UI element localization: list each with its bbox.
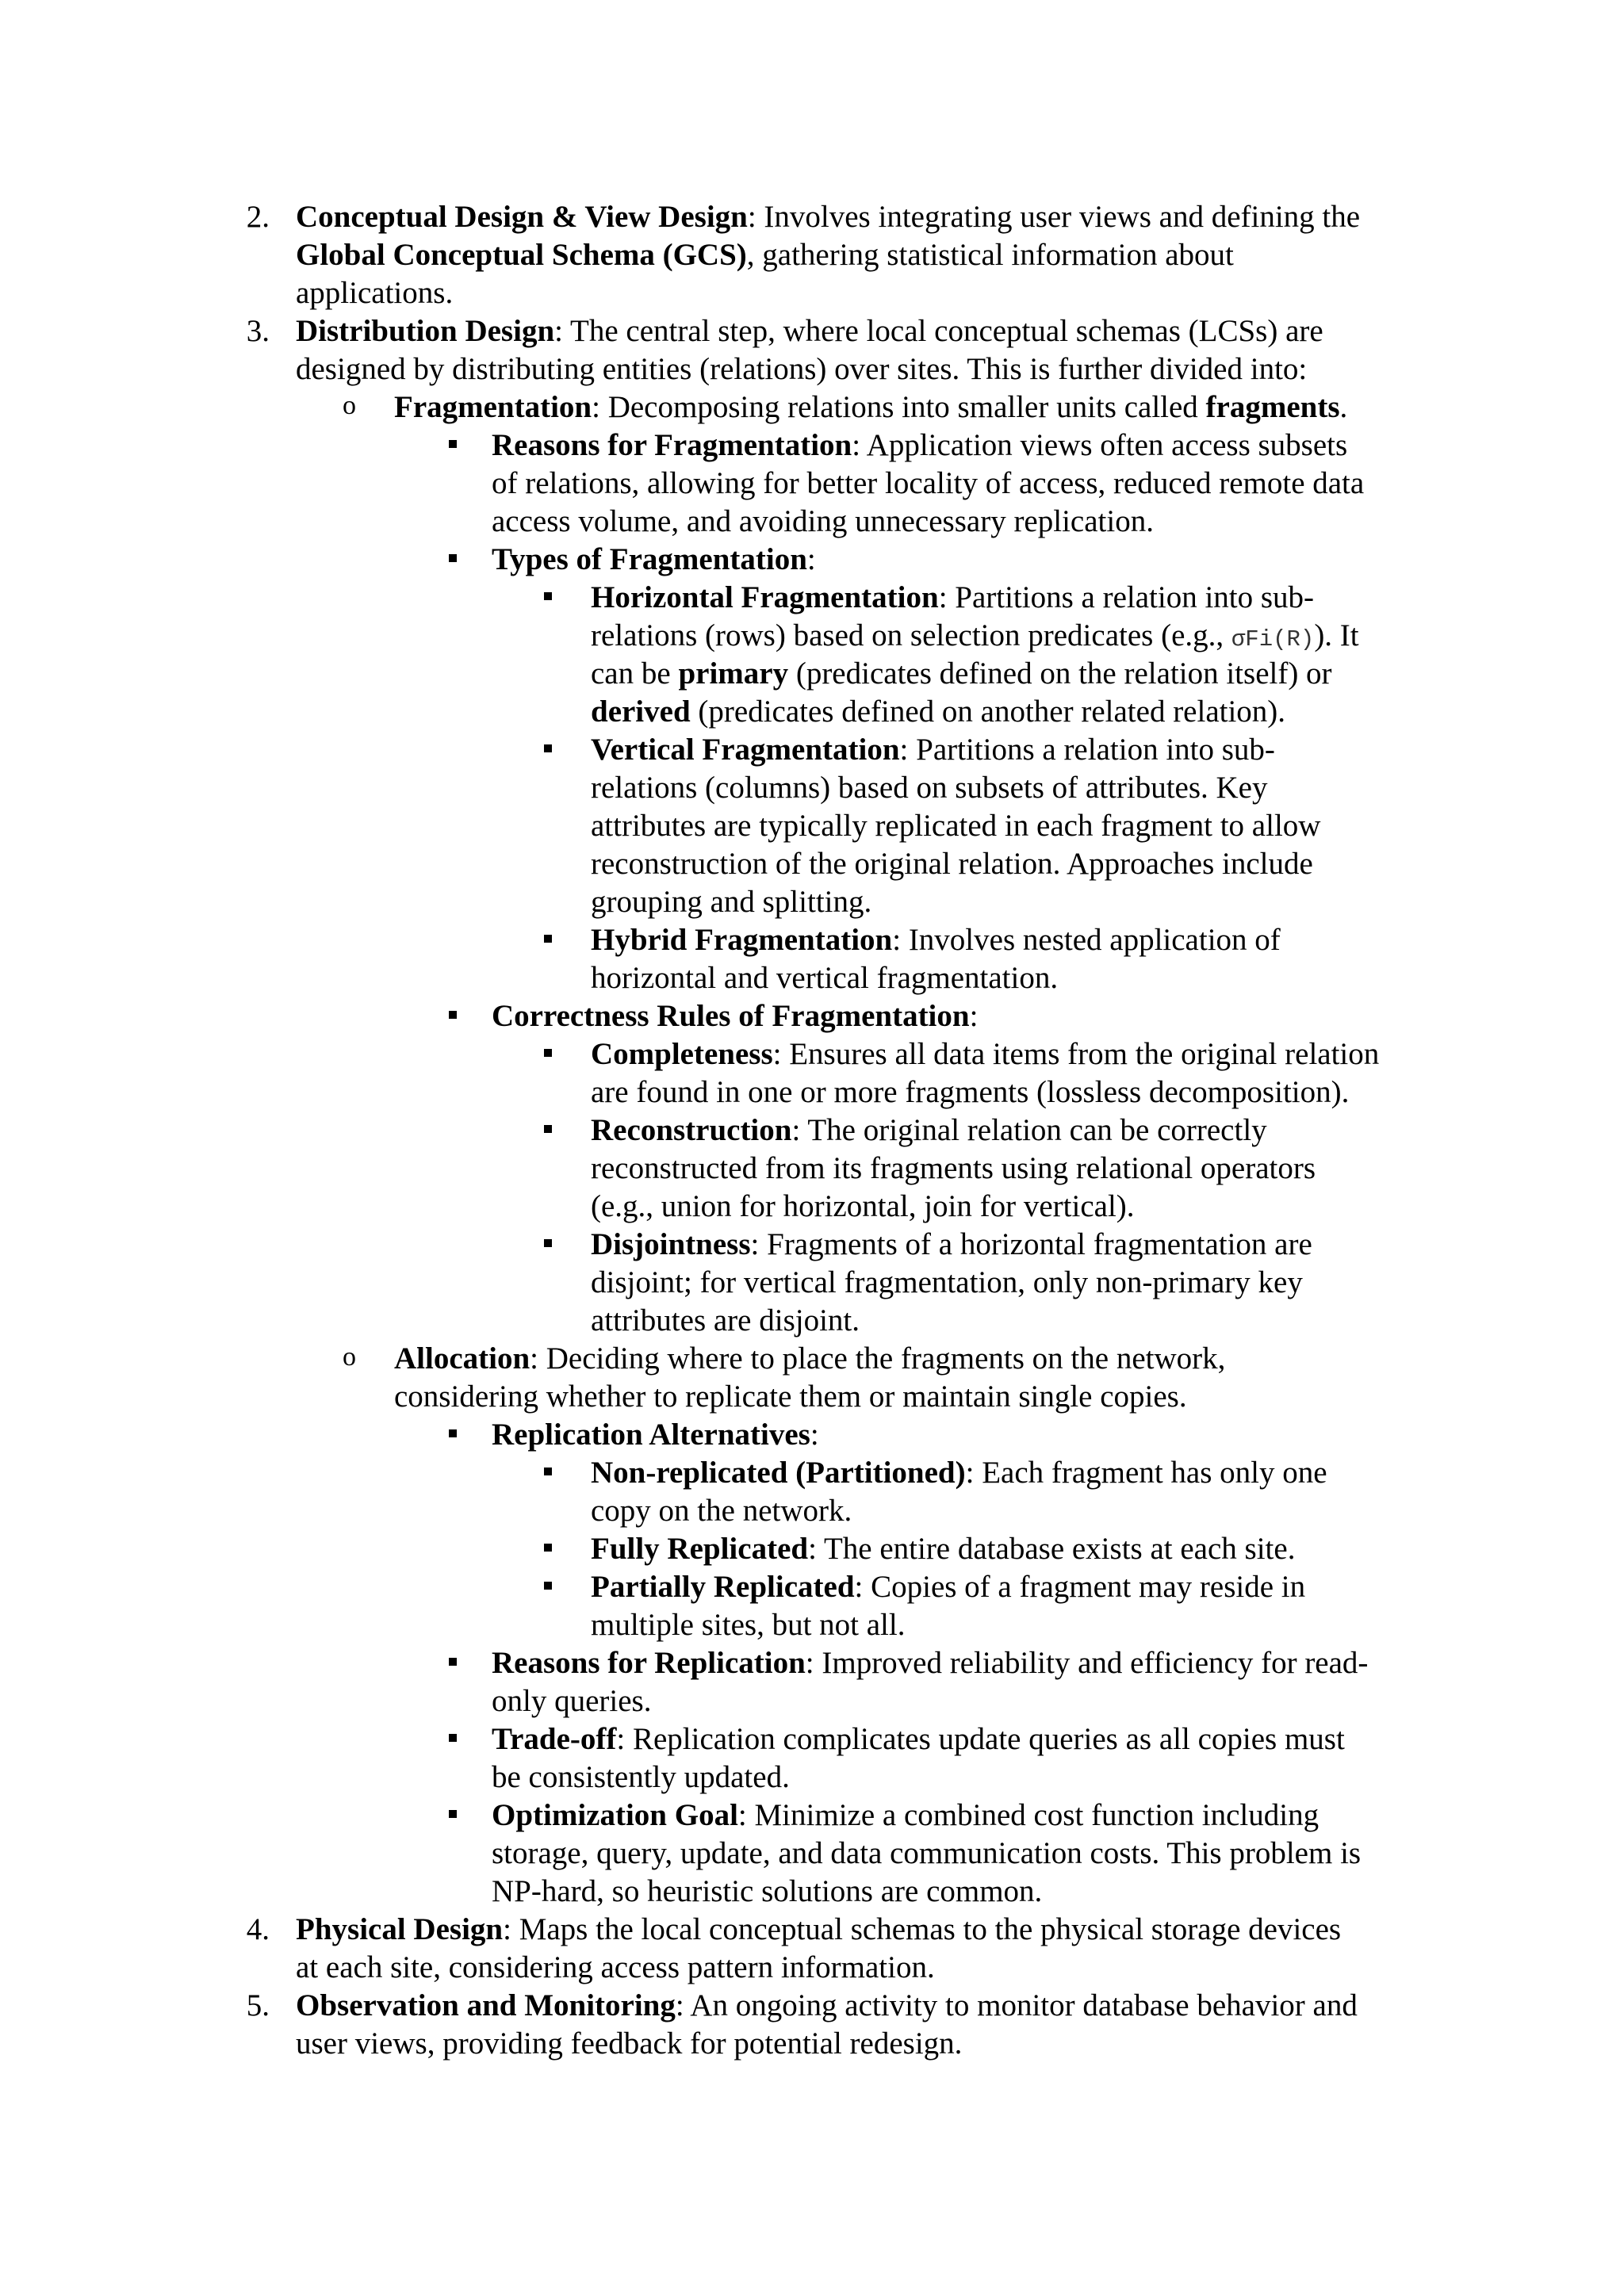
list-item-text: storage, query, update, and data communication costs. This problem is	[492, 1836, 1362, 1870]
list-item-text: attributes are disjoint.	[591, 1303, 860, 1337]
list-item-text: attributes are typically replicated in each fragment to allow	[591, 809, 1321, 843]
list-item-text: Correctness Rules of Fragmentation:	[492, 999, 979, 1033]
term: Allocation	[394, 1341, 530, 1376]
list-item-text: be consistently updated.	[492, 1760, 790, 1794]
term: Hybrid Fragmentation	[591, 923, 893, 957]
list-item-text: Hybrid Fragmentation: Involves nested application of	[591, 923, 1281, 957]
square-bullet	[449, 440, 457, 448]
list-item-text: Fully Replicated: The entire database exists at each site.	[591, 1532, 1296, 1566]
term: Horizontal Fragmentation	[591, 580, 939, 614]
list-number: 5.	[246, 1988, 270, 2022]
square-bullet	[449, 554, 457, 562]
square-bullet	[449, 1734, 457, 1742]
list-item-text: (e.g., union for horizontal, join for vertical).	[591, 1189, 1135, 1223]
list-item-text: Physical Design: Maps the local conceptual schemas to the physical storage devices	[296, 1912, 1342, 1946]
term: Replication Alternatives	[492, 1418, 810, 1452]
list-item-text: Disjointness: Fragments of a horizontal fragmentation are	[591, 1227, 1312, 1261]
list-item-text: designed by distributing entities (relations) over sites. This is further divided into:	[296, 352, 1308, 386]
list-item-text: Conceptual Design & View Design: Involves integrating user views and defining the	[296, 200, 1361, 234]
square-bullet	[544, 1582, 552, 1590]
list-item-text: Vertical Fragmentation: Partitions a relation into sub-	[591, 733, 1275, 767]
list-item-text: Partially Replicated: Copies of a fragment may reside in	[591, 1570, 1306, 1604]
list-item-text: Replication Alternatives:	[492, 1418, 819, 1452]
term: Reasons for Fragmentation	[492, 428, 852, 462]
list-item-text: Distribution Design: The central step, where local conceptual schemas (LCSs) are	[296, 314, 1323, 348]
list-item-text: multiple sites, but not all.	[591, 1608, 906, 1642]
circle-bullet: o	[343, 391, 356, 420]
list-item-text: Observation and Monitoring: An ongoing activity to monitor database behavior and	[296, 1988, 1358, 2022]
term: Observation and Monitoring	[296, 1988, 676, 2022]
square-bullet	[544, 1544, 552, 1552]
square-bullet	[544, 935, 552, 943]
list-item-text: Reasons for Replication: Improved reliability and efficiency for read-	[492, 1646, 1369, 1680]
square-bullet	[544, 1239, 552, 1247]
list-item-text: horizontal and vertical fragmentation.	[591, 961, 1059, 995]
list-item-text: Global Conceptual Schema (GCS), gathering statistical information about	[296, 238, 1234, 272]
code-expression: σFi(R)	[1231, 626, 1315, 652]
list-number: 3.	[246, 314, 270, 348]
term: Trade-off	[492, 1722, 617, 1756]
term: Fully Replicated	[591, 1532, 809, 1566]
square-bullet	[449, 1429, 457, 1437]
list-item-text: Completeness: Ensures all data items from the original relation	[591, 1037, 1380, 1071]
list-item-text: derived (predicates defined on another related relation).	[591, 695, 1286, 729]
list-item-text: disjoint; for vertical fragmentation, only non-primary key	[591, 1265, 1303, 1299]
square-bullet	[449, 1011, 457, 1019]
term: Reasons for Replication	[492, 1646, 806, 1680]
list-item-text: user views, providing feedback for potential redesign.	[296, 2026, 963, 2061]
list-item-text: Horizontal Fragmentation: Partitions a relation into sub-	[591, 580, 1315, 614]
term: Optimization Goal	[492, 1798, 738, 1832]
list-item-text: reconstructed from its fragments using relational operators	[591, 1151, 1316, 1185]
term: Physical Design	[296, 1912, 504, 1946]
term: Reconstruction	[591, 1113, 792, 1147]
square-bullet	[544, 1125, 552, 1133]
list-item-text: relations (columns) based on subsets of attributes. Key	[591, 771, 1268, 805]
list-item-text: Fragmentation: Decomposing relations into smaller units called fragments.	[394, 390, 1348, 424]
list-item-text: Trade-off: Replication complicates update queries as all copies must	[492, 1722, 1345, 1756]
list-item-text: copy on the network.	[591, 1494, 852, 1528]
square-bullet	[544, 1468, 552, 1475]
term: Fragmentation	[394, 390, 592, 424]
list-item-text: reconstruction of the original relation. Approaches include	[591, 847, 1313, 881]
circle-bullet: o	[343, 1342, 356, 1372]
square-bullet	[544, 592, 552, 600]
list-item-text: Reconstruction: The original relation can be correctly	[591, 1113, 1267, 1147]
term: Partially Replicated	[591, 1570, 855, 1604]
list-item-text: relations (rows) based on selection predicates (e.g., σFi(R)). It	[591, 618, 1359, 652]
square-bullet	[544, 1049, 552, 1057]
term: Correctness Rules of Fragmentation	[492, 999, 970, 1033]
list-item-text: Reasons for Fragmentation: Application views often access subsets	[492, 428, 1348, 462]
term: Distribution Design	[296, 314, 555, 348]
term: Vertical Fragmentation	[591, 733, 900, 767]
list-item-text: Optimization Goal: Minimize a combined cost function including	[492, 1798, 1320, 1832]
list-number: 2.	[246, 200, 270, 234]
list-item-text: Allocation: Deciding where to place the fragments on the network,	[394, 1341, 1226, 1376]
list-item-text: considering whether to replicate them or maintain single copies.	[394, 1380, 1187, 1414]
list-item-text: grouping and splitting.	[591, 885, 872, 919]
list-item-text: at each site, considering access pattern information.	[296, 1950, 935, 1984]
term: Conceptual Design & View Design	[296, 200, 748, 234]
square-bullet	[449, 1658, 457, 1666]
list-item-text: can be primary (predicates defined on the relation itself) or	[591, 656, 1332, 691]
term: Disjointness	[591, 1227, 751, 1261]
list-item-text: only queries.	[492, 1684, 652, 1718]
square-bullet	[449, 1810, 457, 1818]
list-item-text: Non-replicated (Partitioned): Each fragment has only one	[591, 1456, 1327, 1490]
term: Non-replicated (Partitioned)	[591, 1456, 966, 1490]
term: Global Conceptual Schema (GCS)	[296, 238, 747, 272]
list-item-text: are found in one or more fragments (lossless decomposition).	[591, 1075, 1350, 1109]
list-item-text: NP-hard, so heuristic solutions are common.	[492, 1874, 1043, 1908]
list-item-text: Types of Fragmentation:	[492, 542, 816, 576]
list-item-text: applications.	[296, 276, 454, 310]
list-number: 4.	[246, 1912, 270, 1946]
list-item-text: of relations, allowing for better locality of access, reduced remote data	[492, 466, 1365, 500]
term: Completeness	[591, 1037, 773, 1071]
list-item-text: access volume, and avoiding unnecessary replication.	[492, 504, 1154, 538]
term: Types of Fragmentation	[492, 542, 807, 576]
square-bullet	[544, 744, 552, 752]
